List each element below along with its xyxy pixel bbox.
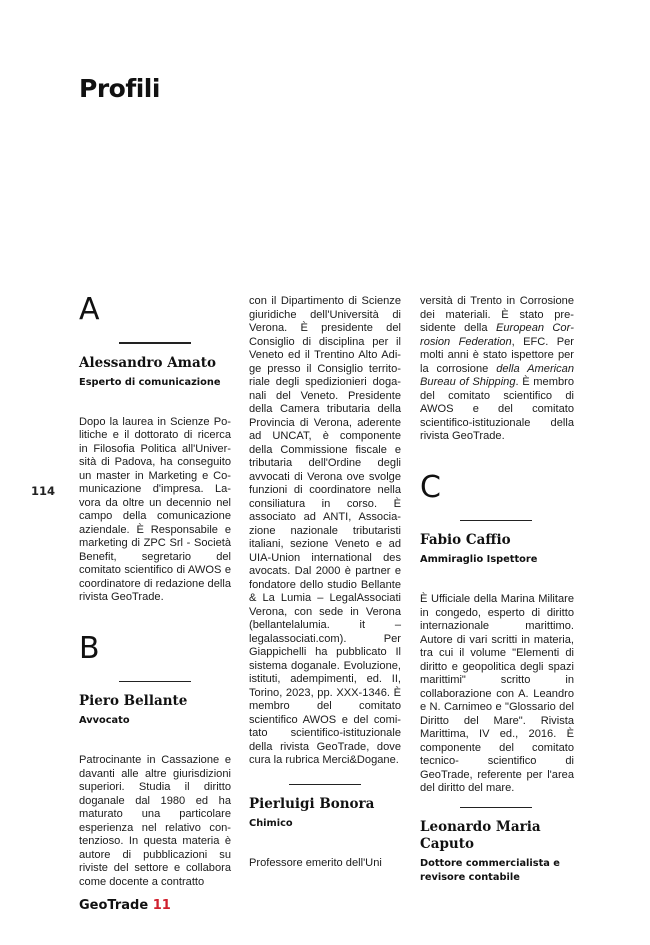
page-title: Profili	[79, 74, 160, 103]
page-number: 114	[31, 484, 56, 498]
section-letter-c: C	[420, 469, 441, 505]
profile-role-amato: Esperto di comunicazione	[79, 376, 221, 388]
column-1	[79, 292, 231, 889]
profile-bio-bellante-continued: con il Dipartimento di Scienze giuridiche dell'Università di Verona. È presidente del Consiglio di disciplina per il Veneto ed il Trentino Alto Adige presso il Consiglio territoriale degli spedizionieri doganali del Veneto. Presidente della Camera tributaria della Provincia di Verona, aderente ad UNCAT, è componente della Commissione fiscale e tributaria dell'Ordine degli avvocati di Verona ove svolge funzioni di coordinatore nella consiliatura in corso. È associato ad ANTI, Associazione nazionale tributaristi italiani, sezione Veneto e ad UIA-Union international des avocats. Dal 2000 è partner e fondatore dello studio Bellante & La Lumia – LegalAssociati Verona, con sede in Verona (bellantelalumia. it – legalassociati.com). Per Giappichelli ha pubblicato Il sistema doganale. Evoluzione, istituti, adempimenti, ed. II, Torino, 2023, pp. XXX-1346. È membro del comitato scientifico AWOS e del comitato scientifico-istituzionale della rivista GeoTrade, dove cura la rubrica Merci&Dogane.	[249, 295, 401, 766]
column-2	[249, 295, 401, 871]
profile-role-caffio: Ammiraglio Ispettore	[420, 554, 538, 565]
profile-divider	[460, 807, 532, 809]
profile-role-bonora: Chimico	[249, 818, 293, 829]
profile-name-amato: Alessandro Amato	[79, 354, 216, 371]
profile-bio-caffio: È Ufficiale della Marina Militare in congedo, esperto di diritto internazionale marittimo. Autore di vari scritti in materia, tra cui il volume "Elementi di diritto e geopolitica degli spazi marittimi" scritto in collaborazione con A. Leandro e N. Carnimeo e "Glossario del Diritto del Mare". Rivista Marittima, IV ed., 2016. È componente del comitato tecnico- scientifico di GeoTrade, referente per l'area del diritto del mare.	[420, 593, 574, 794]
section-divider	[119, 681, 191, 683]
bio-text: versità di Trento in Corrosione dei materiali. È stato presidente della	[420, 295, 574, 334]
bio-text: . È membro del comitato scientifico di AWOS e del comitato scientifico-istituzionale della rivista GeoTrade.	[420, 376, 574, 442]
bio-text: , EFC. Per molti anni è stato ispettore per la corrosione	[420, 335, 575, 375]
section-divider	[460, 520, 532, 522]
footer-brand: GeoTrade	[79, 898, 149, 913]
profile-divider	[289, 784, 361, 786]
footer	[79, 898, 171, 913]
profile-bio-bonora-continued	[420, 295, 574, 444]
profile-name-caffio: Fabio Caffio	[420, 532, 511, 548]
column-3	[420, 295, 574, 885]
profile-name-bonora: Pierluigi Bonora	[249, 796, 375, 812]
profile-name-bellante: Piero Bellante	[79, 693, 188, 709]
section-letter-a: A	[79, 292, 100, 327]
bio-italic-text: della American Bureau of Shipping	[420, 362, 574, 388]
bio-italic-text: European Corrosion Federation	[420, 322, 574, 348]
profile-bio-amato: Dopo la laurea in Scienze Politiche e il dottorato di ricerca in Filosofia Politica all'Università di Padova, ha conseguito un master in Marketing e Comunicazione d'impresa. Lavora da oltre un decennio nel campo della comunicazione aziendale. È Responsabile e marketing di ZPC Srl - Società Benefit, segretario del comitato scientifico di AWOS e coordinatore di redazione della rivista GeoTrade.	[79, 415, 231, 603]
profile-role-bellante: Avvocato	[79, 715, 130, 726]
profile-bio-bonora: Professore emerito dell'Uni	[249, 857, 382, 869]
section-divider	[119, 342, 191, 344]
section-letter-b: B	[79, 630, 100, 666]
footer-issue-number: 11	[152, 898, 171, 913]
profile-bio-bellante: Patrocinante in Cassazione e davanti alle altre giurisdizioni superiori. Studia il diritto doganale dal 1980 ed ha maturato una particolare esperienza nel relativo contenzioso. In questa materia è autore di pubblicazioni su riviste del settore e collabora come docente a contratto	[79, 754, 231, 888]
profile-name-caputo: Leonardo Maria Caputo	[420, 819, 541, 852]
profile-role-caputo: Dottore commercialista e revisore contabile	[420, 858, 560, 883]
